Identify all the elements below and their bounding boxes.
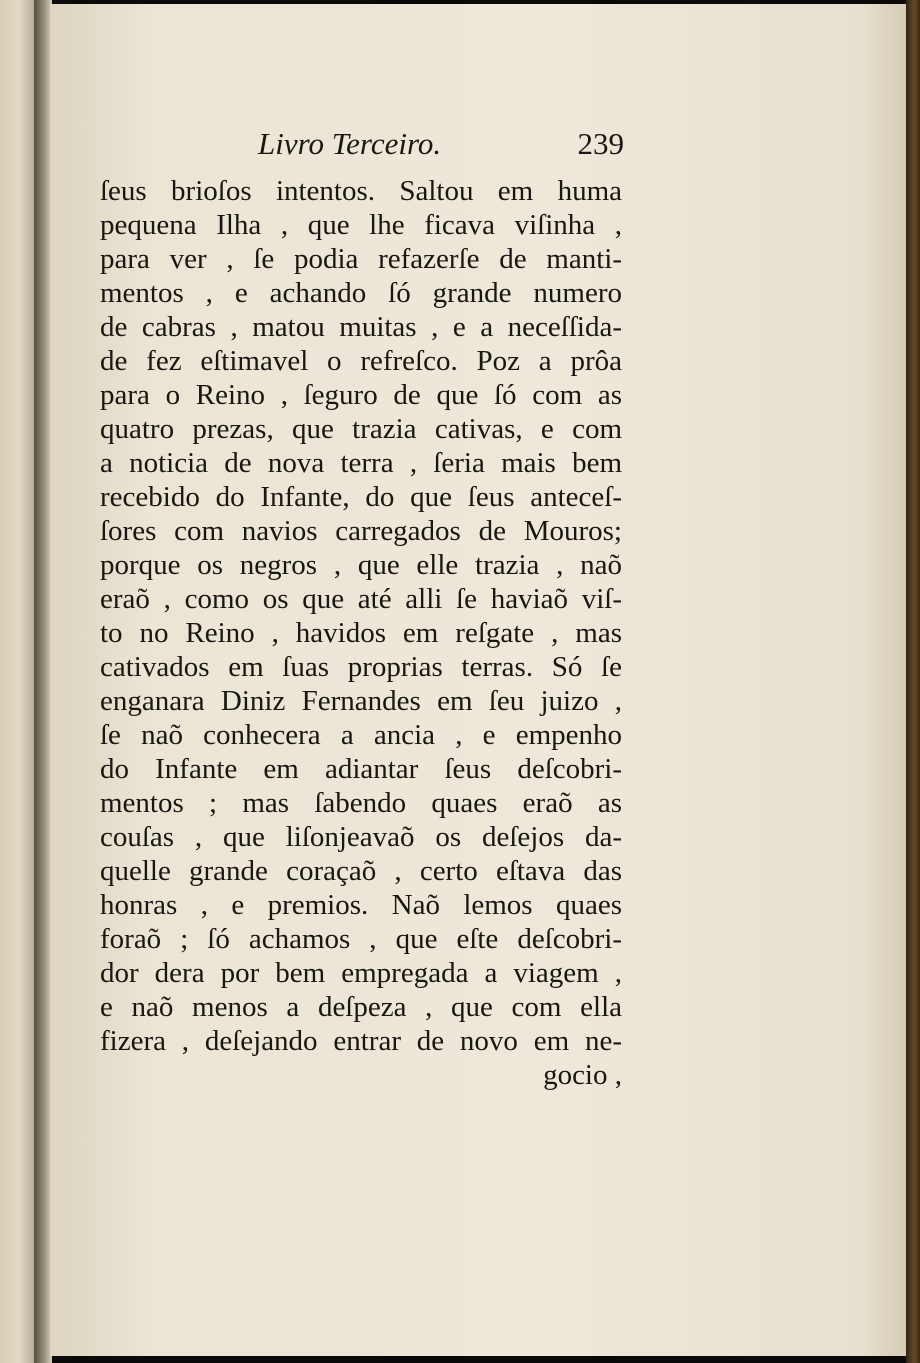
text-line: para o Reino , ſeguro de que ſó com as (100, 379, 622, 411)
text-line: quelle grande coraçaõ , certo eſtava das (100, 855, 622, 887)
text-line: to no Reino , havidos em reſgate , mas (100, 617, 622, 649)
text-line: ſores com navios carregados de Mouros; (100, 515, 622, 547)
text-line: quatro prezas, que trazia cativas, e com (100, 413, 622, 445)
text-line: foraõ ; ſó achamos , que eſte deſcobri- (100, 923, 622, 955)
text-line: mentos ; mas ſabendo quaes eraõ as (100, 787, 622, 819)
text-line: recebido do Infante, do que ſeus anteceſ- (100, 481, 622, 513)
left-page-edge (0, 0, 34, 1363)
text-line: cativados em ſuas proprias terras. Só ſe (100, 651, 622, 683)
text-line: de cabras , matou muitas , e a neceſſida- (100, 311, 622, 343)
body-text (100, 174, 622, 1092)
right-page-edge (906, 0, 920, 1363)
show-through-texture (730, 180, 880, 440)
text-line: eraõ , como os que até alli ſe haviaõ viſ- (100, 583, 622, 615)
text-line: honras , e premios. Naõ lemos quaes (100, 889, 622, 921)
text-line: do Infante em adiantar ſeus deſcobri- (100, 753, 622, 785)
text-line: dor dera por bem empregada a viagem , (100, 957, 622, 989)
catchword: gocio , (543, 1059, 622, 1091)
text-line: fizera , deſejando entrar de novo em ne- (100, 1025, 622, 1057)
text-line: e naõ menos a deſpeza , que com ella (100, 991, 622, 1023)
text-line: pequena Ilha , que lhe ficava viſinha , (100, 209, 622, 241)
text-line: enganara Diniz Fernandes em ſeu juizo , (100, 685, 622, 717)
text-line: para ver , ſe podia refazerſe de manti- (100, 243, 622, 275)
text-line: mentos , e achando ſó grande numero (100, 277, 622, 309)
page-number: 239 (577, 126, 624, 161)
page-header (100, 126, 622, 166)
text-line: a noticia de nova terra , ſeria mais bem (100, 447, 622, 479)
text-line: de fez eſtimavel o refreſco. Poz a prôa (100, 345, 622, 377)
text-line: couſas , que liſonjeavaõ os deſejos da- (100, 821, 622, 853)
text-line: ſe naõ conhecera a ancia , e empenho (100, 719, 622, 751)
text-line: porque os negros , que elle trazia , naõ (100, 549, 622, 581)
running-head: Livro Terceiro. (258, 126, 442, 161)
text-line: ſeus brioſos intentos. Saltou em huma (100, 175, 622, 207)
